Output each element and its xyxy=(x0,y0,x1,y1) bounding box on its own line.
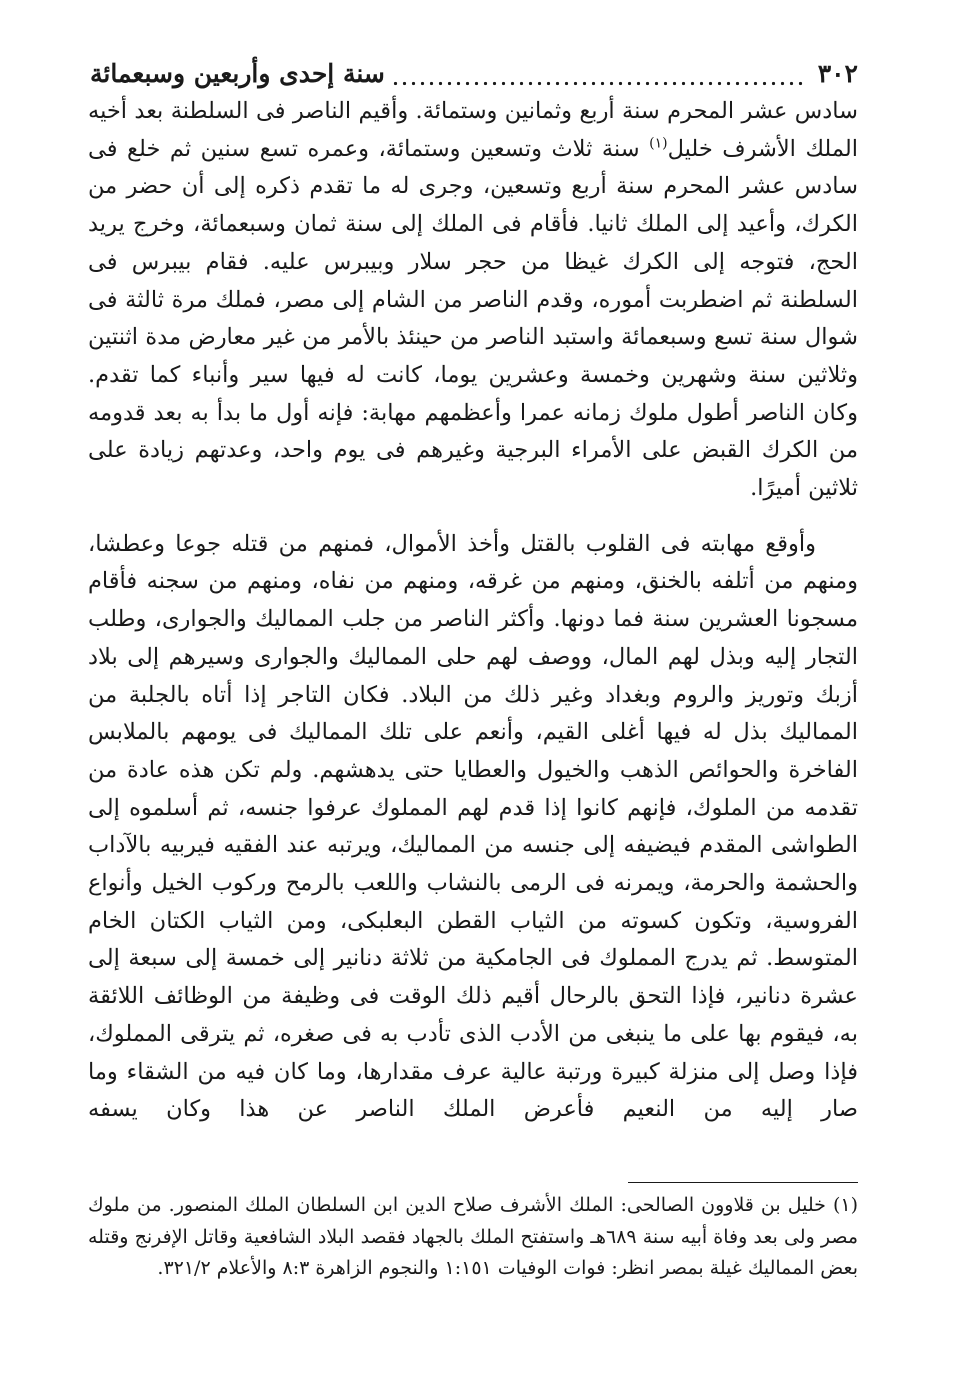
footnote-separator xyxy=(628,1182,858,1183)
page-number: ٣٠٢ xyxy=(817,59,858,88)
page-header xyxy=(90,52,858,88)
main-text xyxy=(88,93,858,1129)
paragraph-1-text-after-ref: سنة ثلاث وتسعين وستمائة، وعمره تسع سنين ثم خلع فى سادس عشر المحرم سنة أربع وتسعين، وجرى له ما تقدم ذكره إلى أن حضر من الكرك، وأعيد إلى الملك ثانيا. فأقام فى الملك إلى سنة ثمان وسبعمائة، وخرج يريد الحج، فتوجه إلى الكرك غيظا من حجر سلار وبيبرس عليه. فقام بيبرس فى السلطنة ثم اضطربت أموره، وقدم الناصر من الشام إلى مصر، فملك مرة ثالثة فى شوال سنة تسع وسبعمائة واستبد الناصر من حينئذ بالأمر من غير معارض مدة اثنتين وثلاثين سنة وشهرين وخمسة وعشرين يوما، كانت له فيها سير وأنباء كما تقدم. وكان الناصر أطول ملوك زمانه عمرا وأعظمهم مهابة: فإنه أول ما بدأ به بعد قدومه من الكرك القبض على الأمراء البرجية وغيرهم فى يوم واحد، وعدتهم زيادة على ثلاثين أميرًا. xyxy=(88,135,858,502)
paragraph-1 xyxy=(88,93,858,508)
footnotes xyxy=(88,1190,858,1285)
footnote-1: (١) خليل بن قلاوون الصالحى: الملك الأشرف صلاح الدين ابن السلطان الملك المنصور. من ملوك مصر ولى بعد وفاة أبيه سنة ٦٨٩هـ واستفتح الملك بالجهاد فقصد البلاد الشافعية وقاتل الإفرنج وقتله بعض المماليك غيلة بمصر انظر: فوات الوفيات ١:١٥١ والنجوم الزاهرة ٨:٣ والأعلام ٣٢١/٢. xyxy=(88,1194,858,1279)
paragraph-1-text-before-ref: سادس عشر المحرم سنة أربع وثمانين وستمائة. وأقيم الناصر فى السلطنة بعد أخيه الملك الأشرف خليل xyxy=(88,98,858,162)
header-leader-dots xyxy=(391,62,806,88)
paragraph-2: وأوقع مهابته فى القلوب بالقتل وأخذ الأموال، فمنهم من قتله جوعا وعطشا، ومنهم من أتلفه بالخنق، ومنهم من غرقه، ومنهم من نفاه، ومنهم من سجنه فأقام مسجونا العشرين سنة فما دونها. وأكثر الناصر من جلب المماليك والجوارى، وطلب التجار إليه وبذل لهم المال، ووصف لهم حلى المماليك والجوارى وسيرهم إلى بلاد أزبك وتوريز والروم وبغداد وغير ذلك من البلاد. فكان التاجر إذا أتاه بالجلبة من المماليك بذل له فيها أغلى القيم، وأنعم على تلك المماليك فى يومهم بالملابس الفاخرة والحوائص الذهب والخيول والعطايا حتى يدهشهم. ولم تكن هذه عادة من تقدمه من الملوك، فإنهم كانوا إذا قدم لهم المملوك عرفوا جنسه، ثم أسلموه إلى الطواشى المقدم فيضيفه إلى جنسه من المماليك، ويرتبه عند الفقيه فيربيه بالآداب والحشمة والحرمة، ويمرنه فى الرمى بالنشاب واللعب بالرمح وركوب الخيل وأنواع الفروسية، وتكون كسوته من الثياب القطن البعلبكى، ومن الثياب الكتان الخام المتوسط. ثم يدرج المملوك فى الجامكية من ثلاثة دنانير إلى خمسة إلى سبعة إلى عشرة دنانير، فإذا التحق بالرحال أقيم ذلك الوقت فى وظيفة من الوظائف اللائقة به، فيقوم بها على ما ينبغى من الأدب الذى تأدب به فى صغره، ثم يترقى المملوك، فإذا وصل إلى منزلة كبيرة ورتبة عالية عرف مقدارها، وما كان فيه من الشقاء وما صار إليه من النعيم فأعرض الملك الناصر عن هذا وكان يسفه xyxy=(88,530,858,1123)
running-title: سنة إحدى وأربعين وسبعمائة xyxy=(90,59,385,88)
footnote-reference: (١) xyxy=(649,135,668,152)
